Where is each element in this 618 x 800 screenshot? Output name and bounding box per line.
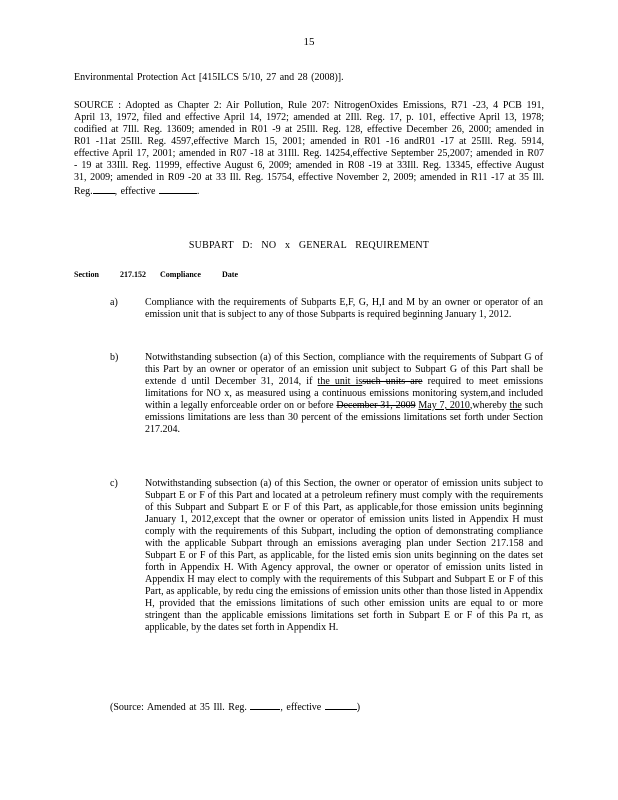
- subpart-heading: SUBPART D: NO x GENERAL REQUIREMENT: [188, 240, 430, 251]
- item-text-c: Notwithstanding subsection (a) of this Section, the owner or operator of emission units subject to Subpart E or F of this Part and located at a petroleum refinery must comply with the requirements of this Subpart and Subpart E or F of this Part, as applicable,for those emission units beginning January 1, 2012,except that the owner or operator of emission units listed in Appendix H must comply with the requirements of this Subpart, including the option of demonstrating compliance with the applicable Subpart through an emissions averaging plan under Section 217.158 and Subpart E or F of this Part, as applicable, for the listed emis sion units beginning on the dates set forth in Appendix H. With Agency approval, the owner or operator of emission units listed in Appendix H may elect to comply with the requirements of this Subpart and Subpart E or F of this Part, as applicable, by redu cing the emissions of emission units other than those listed in Appendix H, provided that the emissions limitations of such other emission units are equal to or more stringent than the applicable emissions limitations set forth in Subpart E or F of this Pa rt, as applicable, by the dates set forth in Appendix H.: [145, 478, 543, 633]
- source-tail-effective: effective: [120, 186, 156, 197]
- act-citation: Environmental Protection Act [415ILCS 5/10, 27 and 28 (2008)].: [74, 72, 344, 83]
- amendment-source: [110, 700, 510, 714]
- item-b-text-part-2: required to meet emissions limitations for NO x, as measured using a continuous emissions monitoring system,and included within a legally enforceable order on or before: [145, 376, 544, 411]
- item-b-text-part-3: ,whereby: [469, 400, 507, 411]
- source-note: [74, 100, 544, 198]
- item-label-c: c): [110, 478, 118, 489]
- item-b-text-part-4: such emissions limitations are less than 30 percent of the emissions limitations set forth under Section 217.204.: [145, 400, 544, 435]
- item-b-inserted-text-2: May 7, 2010: [418, 400, 470, 411]
- section-number: 217.152: [120, 270, 146, 279]
- section-title-word-2: Date: [222, 270, 238, 279]
- source-tail-comma: ,: [114, 186, 118, 197]
- amendment-close-paren: ): [356, 702, 361, 713]
- amendment-effective-label: , effective: [280, 702, 322, 713]
- item-b-deleted-text-1: such units are: [362, 376, 423, 387]
- section-label: Section: [74, 270, 99, 279]
- item-b-deleted-text-2: December 31, 2009: [336, 400, 416, 411]
- blank-line: [325, 700, 357, 710]
- item-b-inserted-text-1: the unit is: [317, 376, 363, 387]
- source-tail-period: .: [196, 186, 200, 197]
- section-heading: [74, 270, 238, 279]
- section-title-word-1: Compliance: [160, 270, 201, 279]
- amendment-source-text: (Source: Amended at 35 Ill. Reg.: [110, 702, 247, 713]
- item-b-inserted-text-3: the: [509, 400, 522, 411]
- blank-line: [250, 700, 280, 710]
- item-b-text-part-1: Notwithstanding subsection (a) of this Section, compliance with the requirements of Subpart G of this Part by an owner or operator of an emission unit subject to Subpart G of this Part shall be extende d until December 31, 2014, if: [145, 352, 543, 387]
- item-text-b: [145, 352, 543, 436]
- item-text-a: Compliance with the requirements of Subparts E,F, G, H,I and M by an owner or operator of an emission unit that is subject to any of those Subparts is required beginning January 1, 2012.: [145, 297, 543, 320]
- blank-line: [93, 184, 115, 194]
- item-label-b: b): [110, 352, 119, 363]
- source-text: SOURCE : Adopted as Chapter 2: Air Pollution, Rule 207: NitrogenOxides Emissions, R71 -23, 4 PCB 191, April 13, 1972, filed and effective April 14, 1972; amended at 2Ill. Reg. 17, p. 101, effective April 13, 1978; codified at 7Ill. Reg. 13609; amended in R01 -9 at 25Ill. Reg. 128, effective December 26, 2000; amended in R01 -11at 25Ill. Reg. 4597,effective March 15, 2001; amended in R01 -16 andR01 -17 at 25Ill. Reg. 5914, effective April 17, 2001; amended in R07 -18 at 31Ill. Reg. 14254,effective September 25,2007; amended in R07 - 19 at 33Ill. Reg. 11999, effective August 6, 2009; amended in R08 -19 at 33Ill. Reg. 13345, effective August 31, 2009; amended in R09 -20 at 33 Ill. Reg. 15754, effective November 2, 2009; amended in R11 -17 at 35 Ill. Reg.: [74, 100, 544, 197]
- item-label-a: a): [110, 297, 118, 308]
- page-number: 15: [303, 36, 315, 48]
- blank-line: [159, 184, 197, 194]
